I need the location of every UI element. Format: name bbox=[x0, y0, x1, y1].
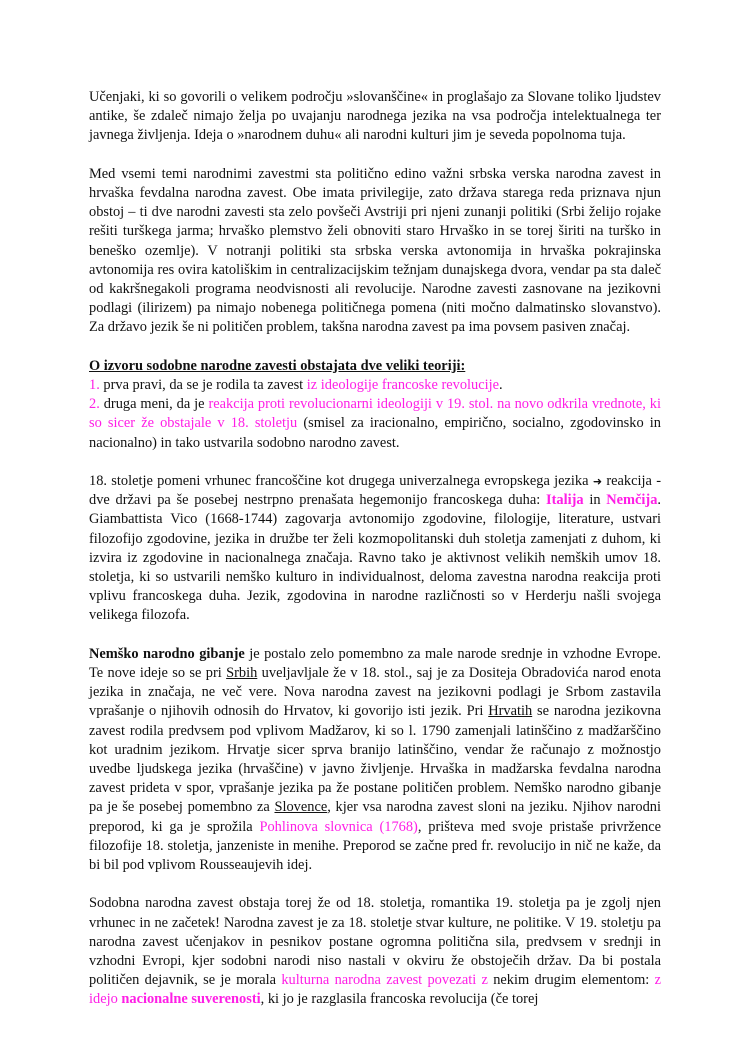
text-run: , prišteva med svoje pristaše privržence filozofije 18. stoletja, janzeniste in menihe. Preporod se začne pred fr. revolucijo in nič ne kaže, da bi bil pod vplivom Rousseaujevih idej. bbox=[89, 818, 662, 874]
underlined-hrvatih: Hrvatih bbox=[488, 703, 533, 720]
text-run: , kjer vsa narodna zavest sloni na jeziku. Njihov narodni preporod, ki ga je sprožila bbox=[89, 799, 661, 835]
text-run: in bbox=[583, 492, 607, 509]
theory-highlight: iz ideologije francoske revolucije bbox=[306, 377, 499, 394]
highlight-sovereignty: nacionalne suverenosti bbox=[121, 991, 261, 1008]
text-run: . Giambattista Vico (1668-1744) zagovarja avtonomijo zgodovine, filologije, literature, ustvari filozofijo zgodovine, jezika in družbe ter želi kozmopolitanski duh stoletja zamenjati z duhom, ki izvira iz zgodovine in nacionalnega značaja. Ravno tako je aktivnost velikih nemških umov 18. stoletja, ki so ustvarili nemško kulturo in individualnost, deloma zavestna narodna reakcija proti vplivu francoskega duha. Jezik, zgodovina in narodne različnosti so v Herderju našli svojega velikega filozofa. bbox=[89, 492, 662, 624]
paragraph-18th-century bbox=[89, 472, 661, 626]
text-run: 18. stoletje pomeni vrhunec francoščine kot drugega univerzalnega evropskega jezika bbox=[89, 473, 593, 490]
theory-text: . bbox=[498, 377, 503, 394]
underlined-srbih: Srbih bbox=[226, 665, 258, 682]
theory-text: prva pravi, da se je rodila ta zavest bbox=[99, 377, 307, 394]
text-run: nekim drugim elementom: bbox=[487, 972, 655, 989]
highlight-italija: Italija bbox=[546, 492, 584, 509]
paragraph-german-movement bbox=[89, 645, 661, 875]
theory-text: (smisel za iracionalno, empirično, socialno, zgodovinsko in nacionalno) in tako ustvarila sodobno narodno zavest. bbox=[89, 415, 661, 451]
text-run: , ki jo je razglasila francoska revolucija (če torej bbox=[260, 991, 539, 1008]
theories-heading: O izvoru sodobne narodne zavesti obstajata dve veliki teoriji: bbox=[89, 357, 466, 374]
text-run: reakcija - dve državi pa še posebej nestrpno prenašata hegemonijo francoskega duha: bbox=[89, 473, 661, 509]
paragraph-modern-consciousness bbox=[89, 894, 661, 1009]
highlight-nemcija: Nemčija bbox=[606, 492, 658, 509]
paragraph-scholars: Učenjaki, ki so govorili o velikem področju »slovanščine« in proglašajo za Slovane toliko ljudstev antike, še zdaleč nimajo želja po uvajanju narodnega jezika na vsa področja intelektualnega ter javnega življenja. Ideja o »narodnem duhu« ali narodni kulturi jim je seveda popolnoma tuja. bbox=[89, 89, 661, 144]
right-arrow-icon: ➜ bbox=[592, 475, 603, 489]
theory-text: druga meni, da je bbox=[99, 396, 209, 413]
text-run: je postalo zelo pomembno za male narode srednje in vzhodne Evrope. Te nove ideje so se pri bbox=[89, 645, 662, 682]
theories-section bbox=[89, 357, 661, 453]
bold-term: Nemško narodno gibanje bbox=[89, 645, 245, 662]
text-run: Sodobna narodna zavest obstaja torej že od 18. stoletja, romantika 19. stoletja pa je zgolj njen vrhunec in ne začetek! Narodna zavest je za 18. stoletje stvar kulture, ne politike. V 19. stoletju pa narodna zavest učenjakov in pesnikov postane ogromna politična sila, predvsem v srednji in vzhodni Evropi, kjer sodobni narodi niso nastali v okviru že obstoječih držav. Da bi postala političen dejavnik, se je morala bbox=[89, 895, 661, 989]
underlined-slovence: Slovence bbox=[274, 799, 328, 816]
text-run: se narodna jezikovna zavest rodila predvsem pod vplivom Madžarov, ki so l. 1790 zamenjali latinščino z madžarščino kot uradnim jezikom. Hrvatje sicer sprva branijo latinščino, vendar že računajo z možnostjo uvedbe ljudskega jezika (hrvaščine) v javno življenje. Hrvaška in madžarska fevdalna narodna zavest prideta v spor, vprašanje jezika pa že postane političen problem. Nemško narodno gibanje pa je še posebej pomembno za bbox=[89, 703, 661, 816]
theory-item-2 bbox=[89, 395, 661, 453]
text-run: uveljavljale že v 18. stol., saj je za Dositeja Obradovića narod enota jezika in značaja, ne več vere. Nova narodna zavest na jezikovni podlagi je Srbom zastavila vprašanje o njihovih odnosih do Hrvatov, ki govorijo isti jezik. Pri bbox=[89, 665, 662, 720]
document-page bbox=[89, 88, 661, 1029]
theory-item-1 bbox=[89, 376, 661, 395]
paragraph-national-consciousness: Med vsemi temi narodnimi zavestmi sta politično edino važni srbska verska narodna zavest in hrvaška fevdalna narodna zavest. Obe imata privilegije, zato država starega reda priznava njun obstoj – ti dve narodni zavesti sta zelo povšeči Avstriji pri njeni zunanji politiki (Srbi želijo rojake rešiti turškega jarma; hrvaško plemstvo želi obnoviti staro Hrvaško in se torej širiti na turško in beneško ozemlje). V notranji politiki sta srbska verska avtonomija in hrvaška pokrajinska avtonomija res ovira katoliškim in centralizacijskim težnjam dunajskega dvora, vendar pa sta daleč od kakršnegakoli programa neodvisnosti ali revolucije. Narodne zavesti zasnovane na jezikovni podlagi (ilirizem) pa nimajo nobenega političnega pomena (niti močno dalmatinsko slovanstvo). Za državo jezik še ni političen problem, takšna narodna zavest pa ima povsem pasiven značaj. bbox=[89, 165, 661, 336]
highlight-idea: z idejo bbox=[89, 972, 661, 1008]
theory-highlight: reakcija proti revolucionarni ideologiji v 19. stol. na novo odkrila vrednote, ki so sicer že obstajale v 18. stoletju bbox=[89, 396, 662, 432]
highlight-pohlin: Pohlinova slovnica (1768) bbox=[259, 818, 418, 835]
highlight-cultural: kulturna narodna zavest povezati z bbox=[281, 972, 488, 989]
theory-number-2: 2. bbox=[89, 396, 100, 413]
theory-number-1: 1. bbox=[89, 377, 100, 394]
